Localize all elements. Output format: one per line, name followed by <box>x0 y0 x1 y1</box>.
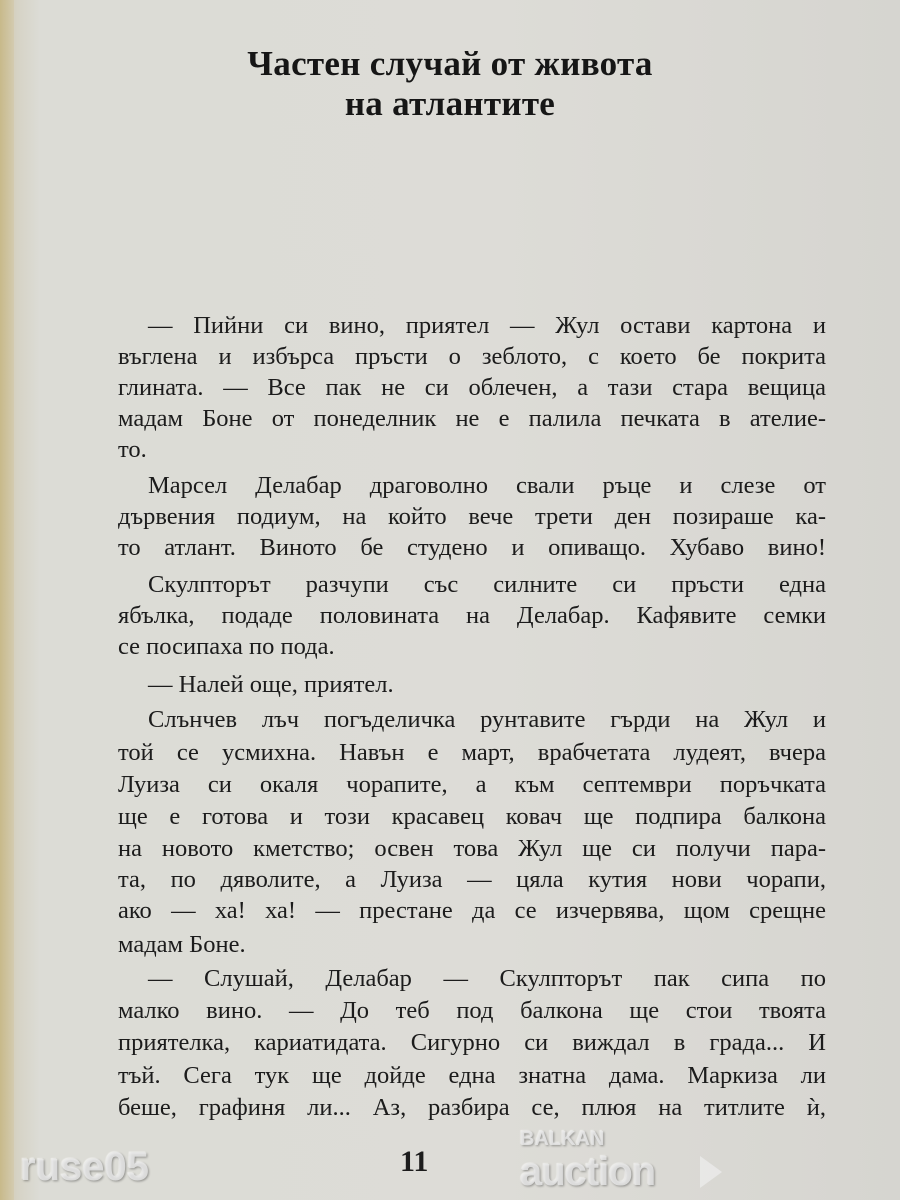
text-line: ябълка, подаде половината на Делабар. Кафявите семки <box>118 602 826 629</box>
watermark-balkan: BALKAN <box>520 1128 605 1150</box>
chapter-title-line-1: Частен случай от живота <box>247 44 653 83</box>
text-line: та, по дяволите, а Луиза — цяла кутия нови чорапи, <box>118 866 826 893</box>
text-line: Марсел Делабар драговолно свали ръце и слезе от <box>148 472 826 499</box>
watermark-user: ruse05 <box>20 1145 149 1189</box>
text-line: то атлант. Виното бе студено и опиващо. Хубаво вино! <box>118 534 826 561</box>
watermark-auction: auction <box>520 1150 656 1194</box>
book-page-edge <box>0 0 14 1200</box>
watermark-play-icon <box>700 1156 722 1188</box>
text-line: той се усмихна. Навън е март, врабчетата лудеят, вчера <box>118 739 826 766</box>
text-line: ако — ха! ха! — престане да се изчервява, щом срещне <box>118 897 826 924</box>
text-line: малко вино. — До теб под балкона ще стои твоята <box>118 997 826 1024</box>
text-line: то. <box>118 436 147 463</box>
text-line: беше, графиня ли... Аз, разбира се, плюя на титлите ѝ, <box>118 1094 826 1121</box>
text-line: — Налей още, приятел. <box>148 671 394 698</box>
text-line: Скулпторът разчупи със силните си пръсти една <box>148 571 826 598</box>
page-number: 11 <box>400 1145 429 1178</box>
text-line: ще е готова и този красавец ковач ще подпира балкона <box>118 803 826 830</box>
text-line: мадам Боне. <box>118 931 246 958</box>
text-line: — Слушай, Делабар — Скулпторът пак сипа по <box>148 965 826 992</box>
text-line: тъй. Сега тук ще дойде една знатна дама. Маркиза ли <box>118 1062 826 1089</box>
text-line: въглена и избърса пръсти о зеблото, с което бе покрита <box>118 343 826 370</box>
text-line: Слънчев лъч погъделичка рунтавите гърди на Жул и <box>148 706 826 733</box>
text-line: — Пийни си вино, приятел — Жул остави картона и <box>148 312 826 339</box>
chapter-title-line-2: на атлантите <box>344 84 556 123</box>
text-line: приятелка, кариатидата. Сигурно си виждал в града... И <box>118 1029 826 1056</box>
text-line: дървения подиум, на който вече трети ден позираше ка- <box>118 503 826 530</box>
text-line: глината. — Все пак не си облечен, а тази стара вещица <box>118 374 826 401</box>
text-line: мадам Боне от понеделник не е палила печката в ателие- <box>118 405 826 432</box>
text-line: се посипаха по пода. <box>118 633 335 660</box>
text-line: на новото кметство; освен това Жул ще си получи пара- <box>118 835 826 862</box>
text-line: Луиза си окаля чорапите, а към септември поръчката <box>118 771 826 798</box>
